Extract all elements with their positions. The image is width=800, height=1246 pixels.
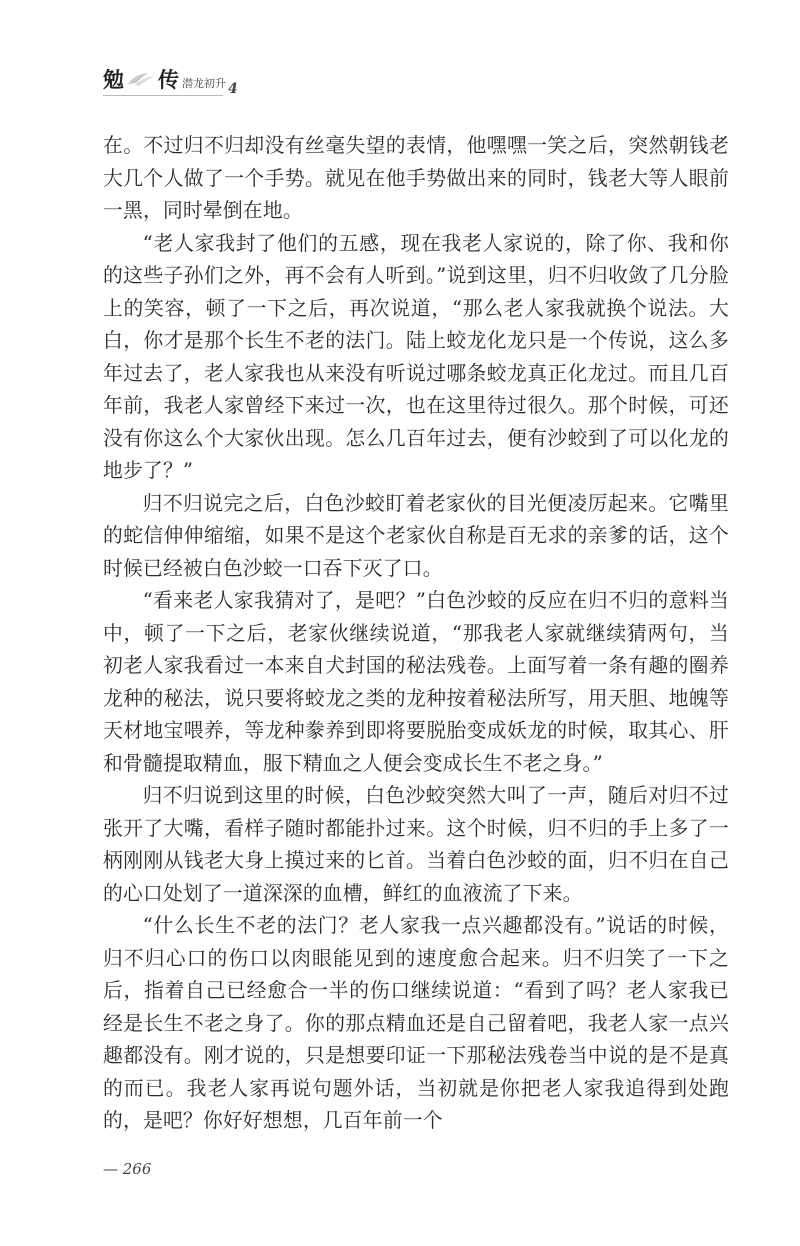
- ink-brush-ornament-icon: [126, 70, 156, 88]
- running-head-char-2: 传: [158, 67, 179, 92]
- paragraph-1: 在。不过归不归却没有丝毫失望的表情，他嘿嘿一笑之后，突然朝钱老大几个人做了一个手势。就见在他手势做出来的同时，钱老大等人眼前一黑，同时晕倒在地。: [103, 134, 729, 222]
- running-head-subtitle: 潜龙初升: [182, 77, 226, 90]
- paragraph-4: “看来老人家我猜对了，是吧？”白色沙蛟的反应在归不归的意料当中，顿了一下之后，老家伙继续说道，“那我老人家就继续猜两句，当初老人家我看过一本来自犬封国的秘法残卷。上面写着一条有趣的圈养龙种的秘法，说只要将蛟龙之类的龙种按着秘法所写，用天胆、地魄等天材地宝喂养，等龙种豢养到即将要脱胎变成妖龙的时候，取其心、肝和骨髓提取精血，服下精血之人便会变成长生不老之身。”: [103, 589, 729, 775]
- paragraph-2: “老人家我封了他们的五感，现在我老人家说的，除了你、我和你的这些子孙们之外，再不会有人听到。”说到这里，归不归收敛了几分脸上的笑容，顿了一下之后，再次说道，“那么老人家我就换个说法。大白，你才是那个长生不老的法门。陆上蛟龙化龙只是一个传说，这么多年过去了，老人家我也从来没有听说过哪条蛟龙真正化龙过。而且几百年前，我老人家曾经下来过一次，也在这里待过很久。那个时候，可还没有你这么个大家伙出现。怎么几百年过去，便有沙蛟到了可以化龙的地步了？”: [103, 231, 729, 482]
- page-number: — 266: [103, 1160, 152, 1178]
- paragraph-5: 归不归说到这里的时候，白色沙蛟突然大叫了一声，随后对归不过张开了大嘴，看样子随时都能扑过来。这个时候，归不归的手上多了一柄刚刚从钱老大身上摸过来的匕首。当着白色沙蛟的面，归不归在自己的心口处划了一道深深的血槽，鲜红的血液流了下来。: [103, 784, 729, 905]
- paragraph-6: “什么长生不老的法门？老人家我一点兴趣都没有。”说话的时候，归不归心口的伤口以肉眼能见到的速度愈合起来。归不归笑了一下之后，指着自己已经愈合一半的伤口继续说道：“看到了吗？老人家我已经是长生不老之身了。你的那点精血还是自己留着吧，我老人家一点兴趣都没有。刚才说的，只是想要印证一下那秘法残卷当中说的是不是真的而已。我老人家再说句题外话，当初就是你把老人家我追得到处跑的，是吧？你好好想想，几百年前一个: [103, 914, 729, 1132]
- running-head-char-1: 勉: [103, 67, 124, 92]
- running-head: [103, 50, 238, 97]
- paragraph-3: 归不归说完之后，白色沙蛟盯着老家伙的目光便凌厉起来。它嘴里的蛇信伸伸缩缩，如果不是这个老家伙自称是百无求的亲爹的话，这个时候已经被白色沙蛟一口吞下灭了口。: [103, 491, 729, 580]
- running-head-volume-number: 4: [228, 81, 238, 97]
- body-text: [103, 130, 729, 1138]
- running-head-rule: [103, 95, 223, 96]
